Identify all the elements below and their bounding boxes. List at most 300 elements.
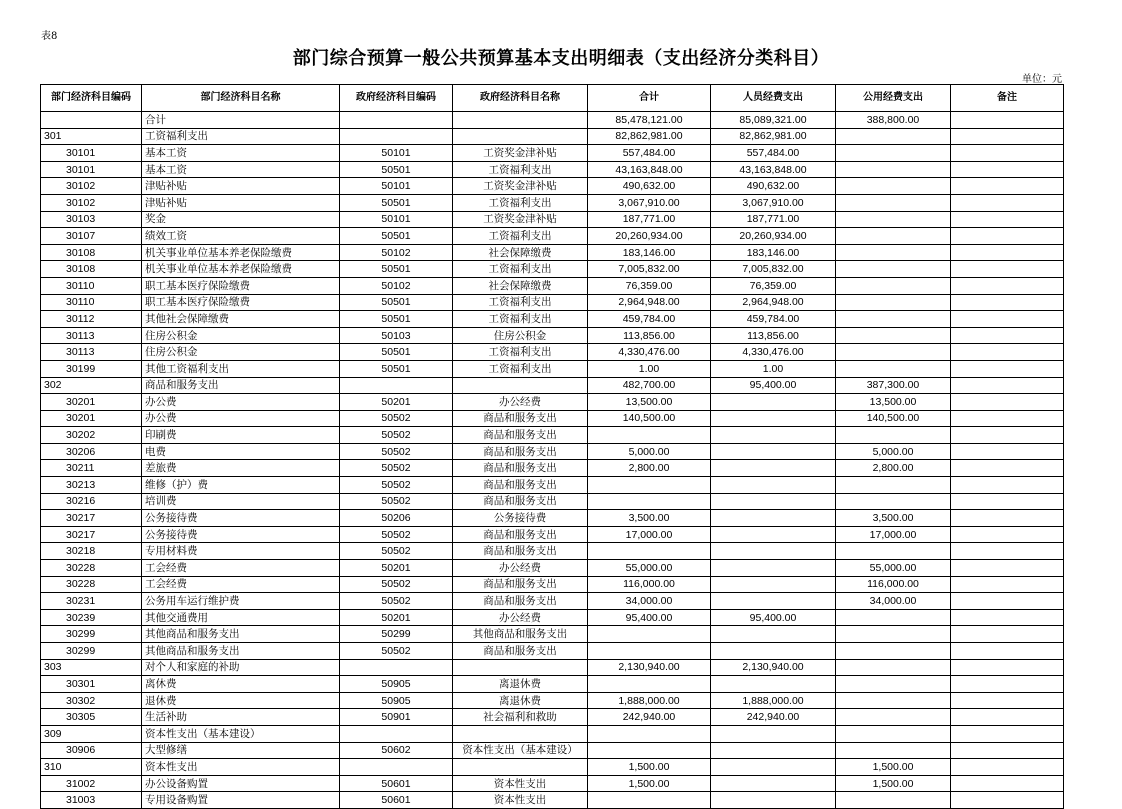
- header-note: 备注: [951, 85, 1064, 112]
- cell-total: 95,400.00: [588, 609, 711, 626]
- cell-total: 459,784.00: [588, 311, 711, 328]
- cell-personnel: 490,632.00: [711, 178, 836, 195]
- cell-public: [836, 294, 951, 311]
- table-row: [41, 128, 1064, 145]
- cell-public: 1,500.00: [836, 775, 951, 792]
- cell-personnel: 187,771.00: [711, 211, 836, 228]
- cell-personnel: 459,784.00: [711, 311, 836, 328]
- cell-note: [951, 526, 1064, 543]
- cell-gov-name: 工资福利支出: [453, 311, 588, 328]
- cell-personnel: [711, 725, 836, 742]
- cell-public: [836, 692, 951, 709]
- cell-total: 1,500.00: [588, 775, 711, 792]
- cell-note: [951, 277, 1064, 294]
- cell-total: [588, 477, 711, 494]
- cell-dept-name: 办公费: [142, 410, 340, 427]
- table-row: [41, 775, 1064, 792]
- cell-gov-code: 50502: [340, 593, 453, 610]
- cell-gov-code: 50502: [340, 526, 453, 543]
- cell-total: 3,500.00: [588, 510, 711, 527]
- cell-dept-code: 30108: [41, 261, 142, 278]
- cell-gov-name: 工资福利支出: [453, 360, 588, 377]
- cell-personnel: 557,484.00: [711, 145, 836, 162]
- cell-dept-name: 差旅费: [142, 460, 340, 477]
- table-row: [41, 510, 1064, 527]
- cell-dept-code: 30102: [41, 178, 142, 195]
- cell-gov-name: 社会保障缴费: [453, 244, 588, 261]
- cell-dept-code: 302: [41, 377, 142, 394]
- cell-personnel: 183,146.00: [711, 244, 836, 261]
- cell-gov-code: 50501: [340, 261, 453, 278]
- header-total: 合计: [588, 85, 711, 112]
- cell-dept-code: 30906: [41, 742, 142, 759]
- cell-public: [836, 543, 951, 560]
- cell-note: [951, 676, 1064, 693]
- cell-gov-name: [453, 759, 588, 776]
- cell-dept-code: 30218: [41, 543, 142, 560]
- cell-gov-code: 50101: [340, 178, 453, 195]
- cell-dept-code: 30301: [41, 676, 142, 693]
- cell-gov-code: 50905: [340, 692, 453, 709]
- cell-dept-name: 电费: [142, 443, 340, 460]
- cell-gov-name: 商品和服务支出: [453, 477, 588, 494]
- cell-gov-code: 50201: [340, 609, 453, 626]
- cell-dept-code: 303: [41, 659, 142, 676]
- header-gov-code: 政府经济科目编码: [340, 85, 453, 112]
- cell-note: [951, 360, 1064, 377]
- cell-gov-name: 办公经费: [453, 609, 588, 626]
- table-row: [41, 692, 1064, 709]
- cell-public: 116,000.00: [836, 576, 951, 593]
- cell-dept-code: 30112: [41, 311, 142, 328]
- cell-gov-code: 50102: [340, 244, 453, 261]
- table-row: [41, 526, 1064, 543]
- cell-personnel: 95,400.00: [711, 377, 836, 394]
- cell-note: [951, 194, 1064, 211]
- cell-dept-code: 309: [41, 725, 142, 742]
- table-row: [41, 360, 1064, 377]
- cell-dept-name: 合计: [142, 112, 340, 129]
- cell-gov-name: 商品和服务支出: [453, 576, 588, 593]
- cell-dept-name: 其他商品和服务支出: [142, 626, 340, 643]
- cell-gov-code: 50601: [340, 775, 453, 792]
- cell-gov-name: 工资奖金津补贴: [453, 178, 588, 195]
- cell-public: 2,800.00: [836, 460, 951, 477]
- cell-dept-code: 30201: [41, 394, 142, 411]
- cell-note: [951, 344, 1064, 361]
- table-row: [41, 311, 1064, 328]
- cell-dept-name: 其他商品和服务支出: [142, 643, 340, 660]
- cell-total: 140,500.00: [588, 410, 711, 427]
- cell-total: 490,632.00: [588, 178, 711, 195]
- cell-total: [588, 493, 711, 510]
- cell-gov-name: 办公经费: [453, 394, 588, 411]
- cell-gov-name: [453, 725, 588, 742]
- cell-gov-code: 50501: [340, 228, 453, 245]
- cell-public: [836, 277, 951, 294]
- cell-gov-code: 50501: [340, 344, 453, 361]
- cell-gov-name: 工资福利支出: [453, 228, 588, 245]
- cell-total: [588, 742, 711, 759]
- table-row: [41, 161, 1064, 178]
- cell-total: 113,856.00: [588, 327, 711, 344]
- cell-personnel: [711, 427, 836, 444]
- cell-public: [836, 626, 951, 643]
- cell-note: [951, 725, 1064, 742]
- cell-dept-code: 30231: [41, 593, 142, 610]
- cell-gov-code: 50502: [340, 427, 453, 444]
- cell-gov-code: 50502: [340, 477, 453, 494]
- cell-dept-name: 办公费: [142, 394, 340, 411]
- cell-note: [951, 244, 1064, 261]
- cell-dept-code: 30299: [41, 626, 142, 643]
- cell-dept-name: 培训费: [142, 493, 340, 510]
- table-row: [41, 477, 1064, 494]
- table-row: [41, 742, 1064, 759]
- cell-gov-code: 50501: [340, 161, 453, 178]
- cell-dept-code: 30107: [41, 228, 142, 245]
- cell-note: [951, 692, 1064, 709]
- header-personnel: 人员经费支出: [711, 85, 836, 112]
- cell-gov-code: 50101: [340, 145, 453, 162]
- cell-gov-code: 50206: [340, 510, 453, 527]
- cell-personnel: 76,359.00: [711, 277, 836, 294]
- cell-gov-name: 商品和服务支出: [453, 493, 588, 510]
- cell-gov-code: 50905: [340, 676, 453, 693]
- cell-total: 17,000.00: [588, 526, 711, 543]
- cell-public: [836, 676, 951, 693]
- table-row: [41, 676, 1064, 693]
- cell-personnel: 82,862,981.00: [711, 128, 836, 145]
- cell-total: [588, 427, 711, 444]
- cell-dept-name: 大型修缮: [142, 742, 340, 759]
- cell-gov-name: 商品和服务支出: [453, 643, 588, 660]
- table-header-row: [41, 85, 1064, 112]
- cell-public: [836, 609, 951, 626]
- cell-dept-code: 30228: [41, 560, 142, 577]
- table-row: [41, 626, 1064, 643]
- cell-gov-name: 公务接待费: [453, 510, 588, 527]
- cell-total: 43,163,848.00: [588, 161, 711, 178]
- cell-personnel: 1,888,000.00: [711, 692, 836, 709]
- cell-dept-name: 公务接待费: [142, 510, 340, 527]
- cell-dept-name: 离休费: [142, 676, 340, 693]
- cell-gov-name: 工资福利支出: [453, 344, 588, 361]
- cell-total: 4,330,476.00: [588, 344, 711, 361]
- table-row: [41, 344, 1064, 361]
- cell-dept-name: 其他社会保障缴费: [142, 311, 340, 328]
- cell-public: [836, 228, 951, 245]
- cell-dept-name: 专用设备购置: [142, 792, 340, 809]
- cell-dept-code: 30102: [41, 194, 142, 211]
- table-row: [41, 410, 1064, 427]
- cell-dept-name: 机关事业单位基本养老保险缴费: [142, 244, 340, 261]
- cell-gov-code: 50901: [340, 709, 453, 726]
- cell-gov-code: [340, 377, 453, 394]
- cell-gov-code: [340, 128, 453, 145]
- cell-note: [951, 410, 1064, 427]
- cell-public: [836, 327, 951, 344]
- cell-public: 5,000.00: [836, 443, 951, 460]
- cell-gov-name: 社会福利和救助: [453, 709, 588, 726]
- cell-gov-name: 商品和服务支出: [453, 443, 588, 460]
- table-row: [41, 460, 1064, 477]
- cell-personnel: 3,067,910.00: [711, 194, 836, 211]
- cell-public: [836, 161, 951, 178]
- cell-public: [836, 311, 951, 328]
- cell-dept-code: 30211: [41, 460, 142, 477]
- cell-note: [951, 643, 1064, 660]
- cell-dept-code: 30228: [41, 576, 142, 593]
- cell-gov-name: 资本性支出: [453, 792, 588, 809]
- cell-total: 2,800.00: [588, 460, 711, 477]
- cell-gov-code: 50601: [340, 792, 453, 809]
- cell-dept-code: 30216: [41, 493, 142, 510]
- table-row: [41, 394, 1064, 411]
- table-row: [41, 112, 1064, 129]
- cell-note: [951, 543, 1064, 560]
- cell-note: [951, 294, 1064, 311]
- cell-dept-code: 30201: [41, 410, 142, 427]
- cell-dept-name: 基本工资: [142, 161, 340, 178]
- cell-dept-code: 30217: [41, 510, 142, 527]
- cell-gov-code: 50201: [340, 394, 453, 411]
- cell-note: [951, 742, 1064, 759]
- cell-note: [951, 560, 1064, 577]
- cell-personnel: 113,856.00: [711, 327, 836, 344]
- header-dept-name: 部门经济科目名称: [142, 85, 340, 112]
- cell-note: [951, 709, 1064, 726]
- cell-gov-name: 资本性支出: [453, 775, 588, 792]
- cell-personnel: 43,163,848.00: [711, 161, 836, 178]
- table-row: [41, 261, 1064, 278]
- table-row: [41, 609, 1064, 626]
- cell-personnel: [711, 460, 836, 477]
- cell-public: [836, 659, 951, 676]
- cell-gov-code: 50102: [340, 277, 453, 294]
- cell-dept-name: 商品和服务支出: [142, 377, 340, 394]
- cell-public: [836, 709, 951, 726]
- cell-dept-code: 310: [41, 759, 142, 776]
- cell-gov-code: 50502: [340, 410, 453, 427]
- cell-dept-name: 退休费: [142, 692, 340, 709]
- cell-gov-name: 商品和服务支出: [453, 526, 588, 543]
- table-row: [41, 560, 1064, 577]
- cell-total: 82,862,981.00: [588, 128, 711, 145]
- cell-personnel: 20,260,934.00: [711, 228, 836, 245]
- cell-public: [836, 211, 951, 228]
- cell-note: [951, 593, 1064, 610]
- cell-gov-code: 50103: [340, 327, 453, 344]
- cell-gov-name: 离退休费: [453, 692, 588, 709]
- cell-public: [836, 344, 951, 361]
- cell-note: [951, 128, 1064, 145]
- cell-total: [588, 792, 711, 809]
- cell-public: 34,000.00: [836, 593, 951, 610]
- cell-note: [951, 477, 1064, 494]
- cell-gov-code: 50501: [340, 311, 453, 328]
- cell-public: 3,500.00: [836, 510, 951, 527]
- cell-gov-name: 其他商品和服务支出: [453, 626, 588, 643]
- cell-personnel: [711, 643, 836, 660]
- cell-personnel: [711, 792, 836, 809]
- cell-total: 187,771.00: [588, 211, 711, 228]
- cell-total: 2,964,948.00: [588, 294, 711, 311]
- table-row: [41, 377, 1064, 394]
- cell-gov-code: 50299: [340, 626, 453, 643]
- cell-public: [836, 360, 951, 377]
- cell-note: [951, 576, 1064, 593]
- cell-personnel: [711, 394, 836, 411]
- cell-gov-name: [453, 659, 588, 676]
- cell-note: [951, 112, 1064, 129]
- cell-dept-code: [41, 112, 142, 129]
- cell-dept-code: 31003: [41, 792, 142, 809]
- cell-total: 13,500.00: [588, 394, 711, 411]
- cell-dept-name: 公务用车运行维护费: [142, 593, 340, 610]
- cell-gov-name: 商品和服务支出: [453, 543, 588, 560]
- cell-personnel: [711, 742, 836, 759]
- cell-gov-code: [340, 759, 453, 776]
- cell-dept-name: 对个人和家庭的补助: [142, 659, 340, 676]
- cell-note: [951, 211, 1064, 228]
- cell-dept-name: 绩效工资: [142, 228, 340, 245]
- cell-note: [951, 759, 1064, 776]
- cell-gov-name: [453, 377, 588, 394]
- cell-gov-code: 50502: [340, 543, 453, 560]
- cell-total: 1,888,000.00: [588, 692, 711, 709]
- cell-public: [836, 128, 951, 145]
- cell-note: [951, 145, 1064, 162]
- cell-dept-code: 30305: [41, 709, 142, 726]
- table-number-label: 表8: [41, 31, 58, 42]
- cell-personnel: 1.00: [711, 360, 836, 377]
- table-row: [41, 228, 1064, 245]
- cell-public: [836, 477, 951, 494]
- cell-note: [951, 311, 1064, 328]
- cell-dept-name: 住房公积金: [142, 344, 340, 361]
- cell-total: [588, 676, 711, 693]
- table-row: [41, 211, 1064, 228]
- cell-dept-code: 30108: [41, 244, 142, 261]
- table-row: [41, 427, 1064, 444]
- cell-gov-name: 商品和服务支出: [453, 410, 588, 427]
- cell-note: [951, 775, 1064, 792]
- cell-dept-code: 301: [41, 128, 142, 145]
- cell-dept-code: 30113: [41, 327, 142, 344]
- cell-gov-code: 50502: [340, 643, 453, 660]
- cell-personnel: [711, 443, 836, 460]
- cell-public: [836, 261, 951, 278]
- cell-gov-name: 社会保障缴费: [453, 277, 588, 294]
- cell-gov-code: 50502: [340, 443, 453, 460]
- cell-total: [588, 543, 711, 560]
- cell-dept-code: 30202: [41, 427, 142, 444]
- cell-gov-code: [340, 659, 453, 676]
- cell-note: [951, 659, 1064, 676]
- cell-gov-code: 50502: [340, 460, 453, 477]
- cell-total: [588, 725, 711, 742]
- cell-dept-name: 基本工资: [142, 145, 340, 162]
- cell-gov-name: 工资奖金津补贴: [453, 145, 588, 162]
- cell-note: [951, 626, 1064, 643]
- cell-gov-name: [453, 128, 588, 145]
- cell-personnel: 4,330,476.00: [711, 344, 836, 361]
- table-row: [41, 244, 1064, 261]
- cell-personnel: [711, 626, 836, 643]
- cell-personnel: 95,400.00: [711, 609, 836, 626]
- cell-note: [951, 394, 1064, 411]
- table-row: [41, 576, 1064, 593]
- cell-note: [951, 327, 1064, 344]
- table-row: [41, 178, 1064, 195]
- cell-dept-name: 工会经费: [142, 560, 340, 577]
- cell-dept-code: 30206: [41, 443, 142, 460]
- cell-personnel: [711, 510, 836, 527]
- cell-dept-name: 其他工资福利支出: [142, 360, 340, 377]
- cell-note: [951, 609, 1064, 626]
- cell-note: [951, 261, 1064, 278]
- cell-note: [951, 510, 1064, 527]
- cell-personnel: [711, 477, 836, 494]
- cell-total: 557,484.00: [588, 145, 711, 162]
- cell-public: 17,000.00: [836, 526, 951, 543]
- cell-public: [836, 427, 951, 444]
- table-row: [41, 145, 1064, 162]
- cell-dept-code: 30101: [41, 161, 142, 178]
- cell-dept-code: 30101: [41, 145, 142, 162]
- cell-dept-code: 30217: [41, 526, 142, 543]
- cell-personnel: [711, 493, 836, 510]
- cell-dept-code: 30299: [41, 643, 142, 660]
- cell-gov-code: 50502: [340, 493, 453, 510]
- cell-note: [951, 228, 1064, 245]
- cell-gov-code: 50201: [340, 560, 453, 577]
- cell-dept-name: 专用材料费: [142, 543, 340, 560]
- header-gov-name: 政府经济科目名称: [453, 85, 588, 112]
- cell-personnel: [711, 560, 836, 577]
- cell-gov-code: 50501: [340, 194, 453, 211]
- cell-note: [951, 427, 1064, 444]
- cell-public: [836, 643, 951, 660]
- cell-total: 242,940.00: [588, 709, 711, 726]
- cell-dept-name: 资本性支出（基本建设）: [142, 725, 340, 742]
- cell-total: 20,260,934.00: [588, 228, 711, 245]
- cell-dept-code: 31002: [41, 775, 142, 792]
- table-body: [41, 112, 1064, 809]
- cell-dept-code: 30213: [41, 477, 142, 494]
- budget-detail-table: [40, 84, 1064, 809]
- cell-total: [588, 643, 711, 660]
- cell-personnel: [711, 543, 836, 560]
- table-row: [41, 493, 1064, 510]
- cell-gov-code: 50501: [340, 294, 453, 311]
- cell-personnel: 7,005,832.00: [711, 261, 836, 278]
- cell-total: 2,130,940.00: [588, 659, 711, 676]
- cell-public: [836, 145, 951, 162]
- cell-gov-code: 50602: [340, 742, 453, 759]
- cell-dept-name: 资本性支出: [142, 759, 340, 776]
- cell-total: 5,000.00: [588, 443, 711, 460]
- cell-gov-name: 资本性支出（基本建设）: [453, 742, 588, 759]
- cell-dept-code: 30239: [41, 609, 142, 626]
- table-row: [41, 593, 1064, 610]
- table-row: [41, 294, 1064, 311]
- cell-gov-code: 50502: [340, 576, 453, 593]
- table-row: [41, 709, 1064, 726]
- cell-dept-name: 维修（护）费: [142, 477, 340, 494]
- page-title: 部门综合预算一般公共预算基本支出明细表（支出经济分类科目）: [292, 48, 830, 69]
